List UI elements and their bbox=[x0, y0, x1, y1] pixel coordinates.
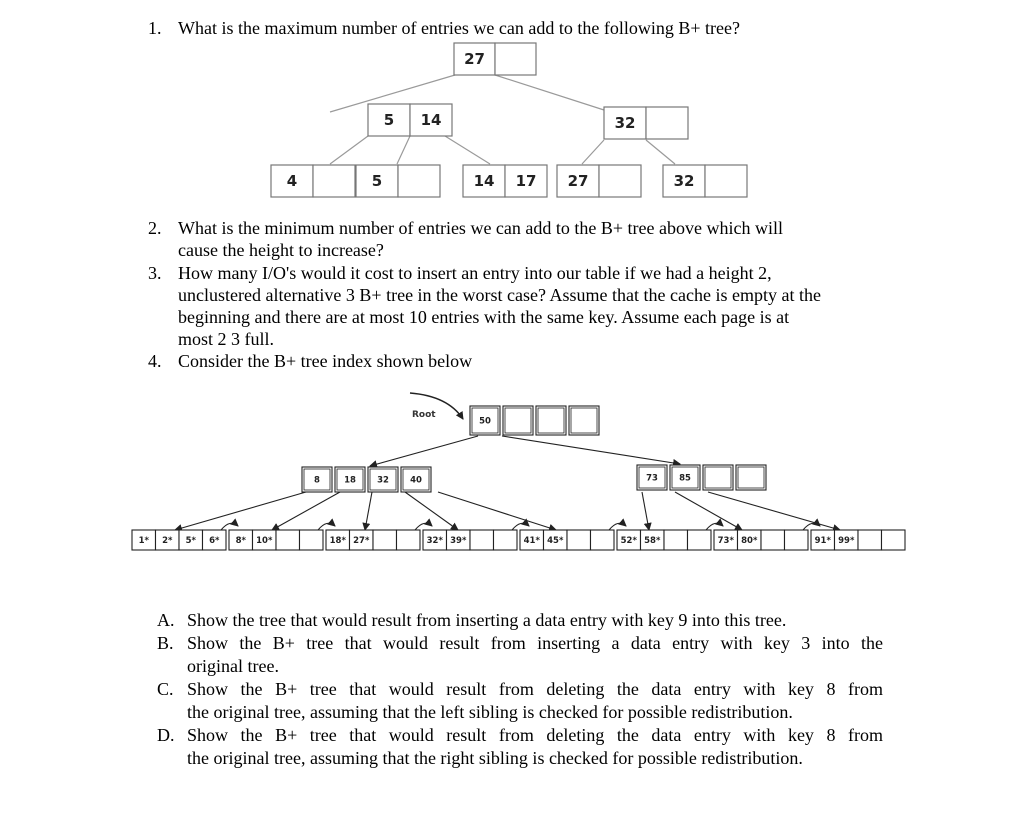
node-key: 73* bbox=[717, 536, 734, 546]
subquestion-text bbox=[187, 678, 883, 724]
node-cell bbox=[736, 465, 766, 490]
text-line: How many I/O's would it cost to insert an entry into our table if we had a height 2, bbox=[178, 263, 772, 283]
text-line: original tree. bbox=[187, 656, 279, 676]
node-key: 32 bbox=[377, 475, 389, 486]
node-cell bbox=[536, 406, 566, 435]
node-cell bbox=[397, 530, 421, 550]
node-key: 14 bbox=[473, 172, 495, 190]
node-key: 50 bbox=[479, 416, 491, 427]
node-key: 32* bbox=[426, 536, 443, 546]
text-line: the original tree, assuming that the right sibling is checked for possible redistribution. bbox=[187, 748, 803, 768]
node-cell bbox=[569, 406, 599, 435]
subquestion-letter: D. bbox=[157, 725, 175, 745]
question-number: 4. bbox=[148, 351, 162, 371]
tree-node bbox=[229, 530, 323, 550]
node-key: 45* bbox=[547, 536, 564, 546]
node-cell bbox=[567, 530, 591, 550]
root-label: Root bbox=[412, 410, 436, 420]
text-line: Show the tree that would result from inserting a data entry with key 9 into this tree. bbox=[187, 610, 787, 630]
node-key: 40 bbox=[410, 475, 422, 486]
node-cell bbox=[276, 530, 300, 550]
node-key: 10* bbox=[256, 536, 273, 546]
text-line: Show the B+ tree that would result from deleting the data entry with key 8 from bbox=[187, 679, 883, 699]
node-cell bbox=[688, 530, 712, 550]
question-number: 3. bbox=[148, 263, 162, 283]
node-cell bbox=[591, 530, 615, 550]
node-key: 99* bbox=[838, 536, 855, 546]
tree-node bbox=[423, 530, 517, 550]
node-key: 6* bbox=[209, 536, 220, 546]
node-key: 2* bbox=[162, 536, 173, 546]
node-key: 39* bbox=[450, 536, 467, 546]
node-key: 32 bbox=[673, 172, 695, 190]
tree-node bbox=[714, 530, 808, 550]
node-key: 52* bbox=[620, 536, 637, 546]
tree-node bbox=[470, 406, 599, 435]
node-key: 32 bbox=[614, 114, 636, 132]
node-key: 41* bbox=[523, 536, 540, 546]
text-line: most 2 3 full. bbox=[178, 329, 275, 349]
subquestion-text bbox=[187, 609, 883, 632]
node-key: 5 bbox=[383, 111, 395, 129]
node-key: 85 bbox=[679, 473, 691, 484]
text-line: cause the height to increase? bbox=[178, 240, 384, 260]
node-cell bbox=[785, 530, 809, 550]
node-key: 14 bbox=[420, 111, 442, 129]
node-key: 27 bbox=[567, 172, 589, 190]
tree-node bbox=[637, 465, 766, 490]
node-key: 4 bbox=[286, 172, 298, 190]
node-key: 1* bbox=[138, 536, 149, 546]
subquestion-letter: C. bbox=[157, 679, 174, 699]
node-key: 58* bbox=[644, 536, 661, 546]
node-key: 18* bbox=[329, 536, 346, 546]
node-key: 73 bbox=[646, 473, 658, 484]
subquestion-text bbox=[187, 632, 883, 678]
text-line: beginning and there are at most 10 entries with the same key. Assume each page is at bbox=[178, 307, 790, 327]
node-cell bbox=[703, 465, 733, 490]
node-cell bbox=[882, 530, 906, 550]
node-cell bbox=[373, 530, 397, 550]
tree-node bbox=[132, 530, 226, 550]
node-key: 27* bbox=[353, 536, 370, 546]
text-line: Show the B+ tree that would result from inserting a data entry with key 3 into the bbox=[187, 633, 883, 653]
text-line: Consider the B+ tree index shown below bbox=[178, 351, 473, 371]
node-cell bbox=[470, 530, 494, 550]
node-key: 27 bbox=[464, 50, 485, 68]
node-key: 17 bbox=[515, 172, 537, 190]
node-cell bbox=[300, 530, 324, 550]
text-line: unclustered alternative 3 B+ tree in the worst case? Assume that the cache is empty at the bbox=[178, 285, 821, 305]
text-line: What is the maximum number of entries we can add to the following B+ tree? bbox=[178, 18, 740, 38]
text-line: What is the minimum number of entries we can add to the B+ tree above which will bbox=[178, 218, 783, 238]
node-cell bbox=[858, 530, 882, 550]
node-key: 5 bbox=[371, 172, 383, 190]
question-number: 2. bbox=[148, 218, 162, 238]
tree-node bbox=[617, 530, 711, 550]
subquestion-letter: B. bbox=[157, 633, 174, 653]
node-cell bbox=[761, 530, 785, 550]
node-key: 18 bbox=[344, 475, 356, 486]
tree-node bbox=[326, 530, 420, 550]
node-key: 8* bbox=[235, 536, 246, 546]
tree-node bbox=[520, 530, 614, 550]
node-key: 91* bbox=[814, 536, 831, 546]
text-line: Show the B+ tree that would result from deleting the data entry with key 8 from bbox=[187, 725, 883, 745]
node-key: 8 bbox=[314, 475, 320, 486]
subquestion-letter: A. bbox=[157, 610, 175, 630]
tree-node bbox=[302, 467, 431, 492]
node-cell bbox=[664, 530, 688, 550]
node-key: 5* bbox=[185, 536, 196, 546]
subquestion-text bbox=[187, 724, 883, 770]
node-key: 80* bbox=[741, 536, 758, 546]
node-cell bbox=[503, 406, 533, 435]
question-number: 1. bbox=[148, 18, 162, 38]
node-cell bbox=[494, 530, 518, 550]
text-line: the original tree, assuming that the left sibling is checked for possible redistribution. bbox=[187, 702, 793, 722]
tree-node bbox=[811, 530, 905, 550]
